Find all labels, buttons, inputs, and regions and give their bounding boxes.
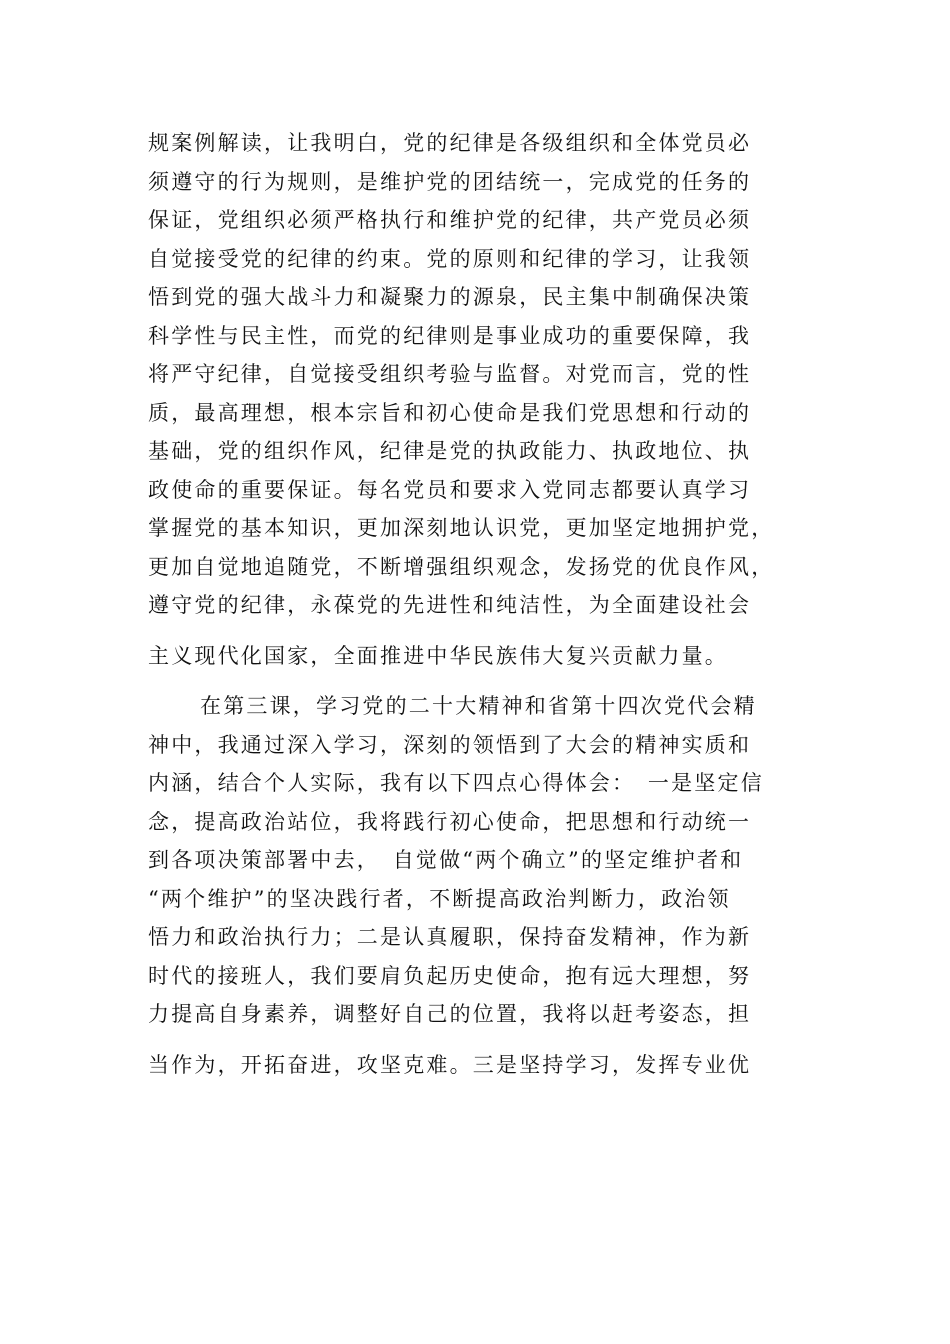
text-line: 神中，我通过深入学习，深刻的领悟到了大会的精神实质和 [148, 732, 752, 757]
body-text [148, 124, 813, 1084]
text-line: 念，提高政治站位，我将践行初心使命，把思想和行动统一 [148, 809, 752, 834]
text-line: 质，最高理想，根本宗旨和初心使命是我们党思想和行动的 [148, 400, 752, 425]
text-line: 须遵守的行为规则，是维护党的团结统一，完成党的任务的 [148, 169, 752, 194]
text-line: 力提高自身素养，调整好自己的位置，我将以赶考姿态，担 [148, 1002, 752, 1026]
text-line: 规案例解读，让我明白，党的纪律是各级组织和全体党员必 [148, 131, 752, 155]
text-line: 掌握党的基本知识，更加深刻地认识党，更加坚定地拥护党， [148, 516, 775, 540]
text-line: 到各项决策部署中去， 自觉做“两个确立”的坚定维护者和 [148, 848, 744, 872]
text-line: 时代的接班人，我们要肩负起历史使命，抱有远大理想，努 [148, 963, 752, 988]
text-line: 内涵，结合个人实际，我有以下四点心得体会： 一是坚定信 [148, 771, 764, 795]
paragraph-first-line: 在第三课，学习党的二十大精神和省第十四次党代会精 [200, 694, 757, 718]
text-line: 政使命的重要保证。每名党员和要求入党同志都要认真学习 [148, 477, 752, 502]
text-line: 当作为，开拓奋进，攻坚克难。三是坚持学习，发挥专业优 [148, 1052, 752, 1077]
text-line: 科学性与民主性，而党的纪律则是事业成功的重要保障，我 [148, 323, 752, 348]
text-line: 更加自觉地追随党，不断增强组织观念，发扬党的优良作风， [148, 554, 775, 579]
text-line: 保证，党组织必须严格执行和维护党的纪律，共产党员必须 [148, 208, 752, 232]
text-line: 自觉接受党的纪律的约束。党的原则和纪律的学习，让我领 [148, 246, 752, 271]
text-line: 悟力和政治执行力；二是认真履职，保持奋发精神，作为新 [148, 925, 752, 949]
text-line: 悟到党的强大战斗力和凝聚力的源泉，民主集中制确保决策 [148, 285, 752, 309]
text-line: 基础，党的组织作风，纪律是党的执政能力、执政地位、执 [148, 439, 752, 463]
text-line: 遵守党的纪律，永葆党的先进性和纯洁性，为全面建设社会 [148, 593, 752, 617]
text-line: 将严守纪律，自觉接受组织考验与监督。对党而言，党的性 [148, 362, 752, 386]
text-line: “两个维护”的坚决践行者，不断提高政治判断力，政治领 [148, 886, 731, 911]
text-line: 主义现代化国家，全面推进中华民族伟大复兴贡献力量。 [148, 643, 728, 668]
